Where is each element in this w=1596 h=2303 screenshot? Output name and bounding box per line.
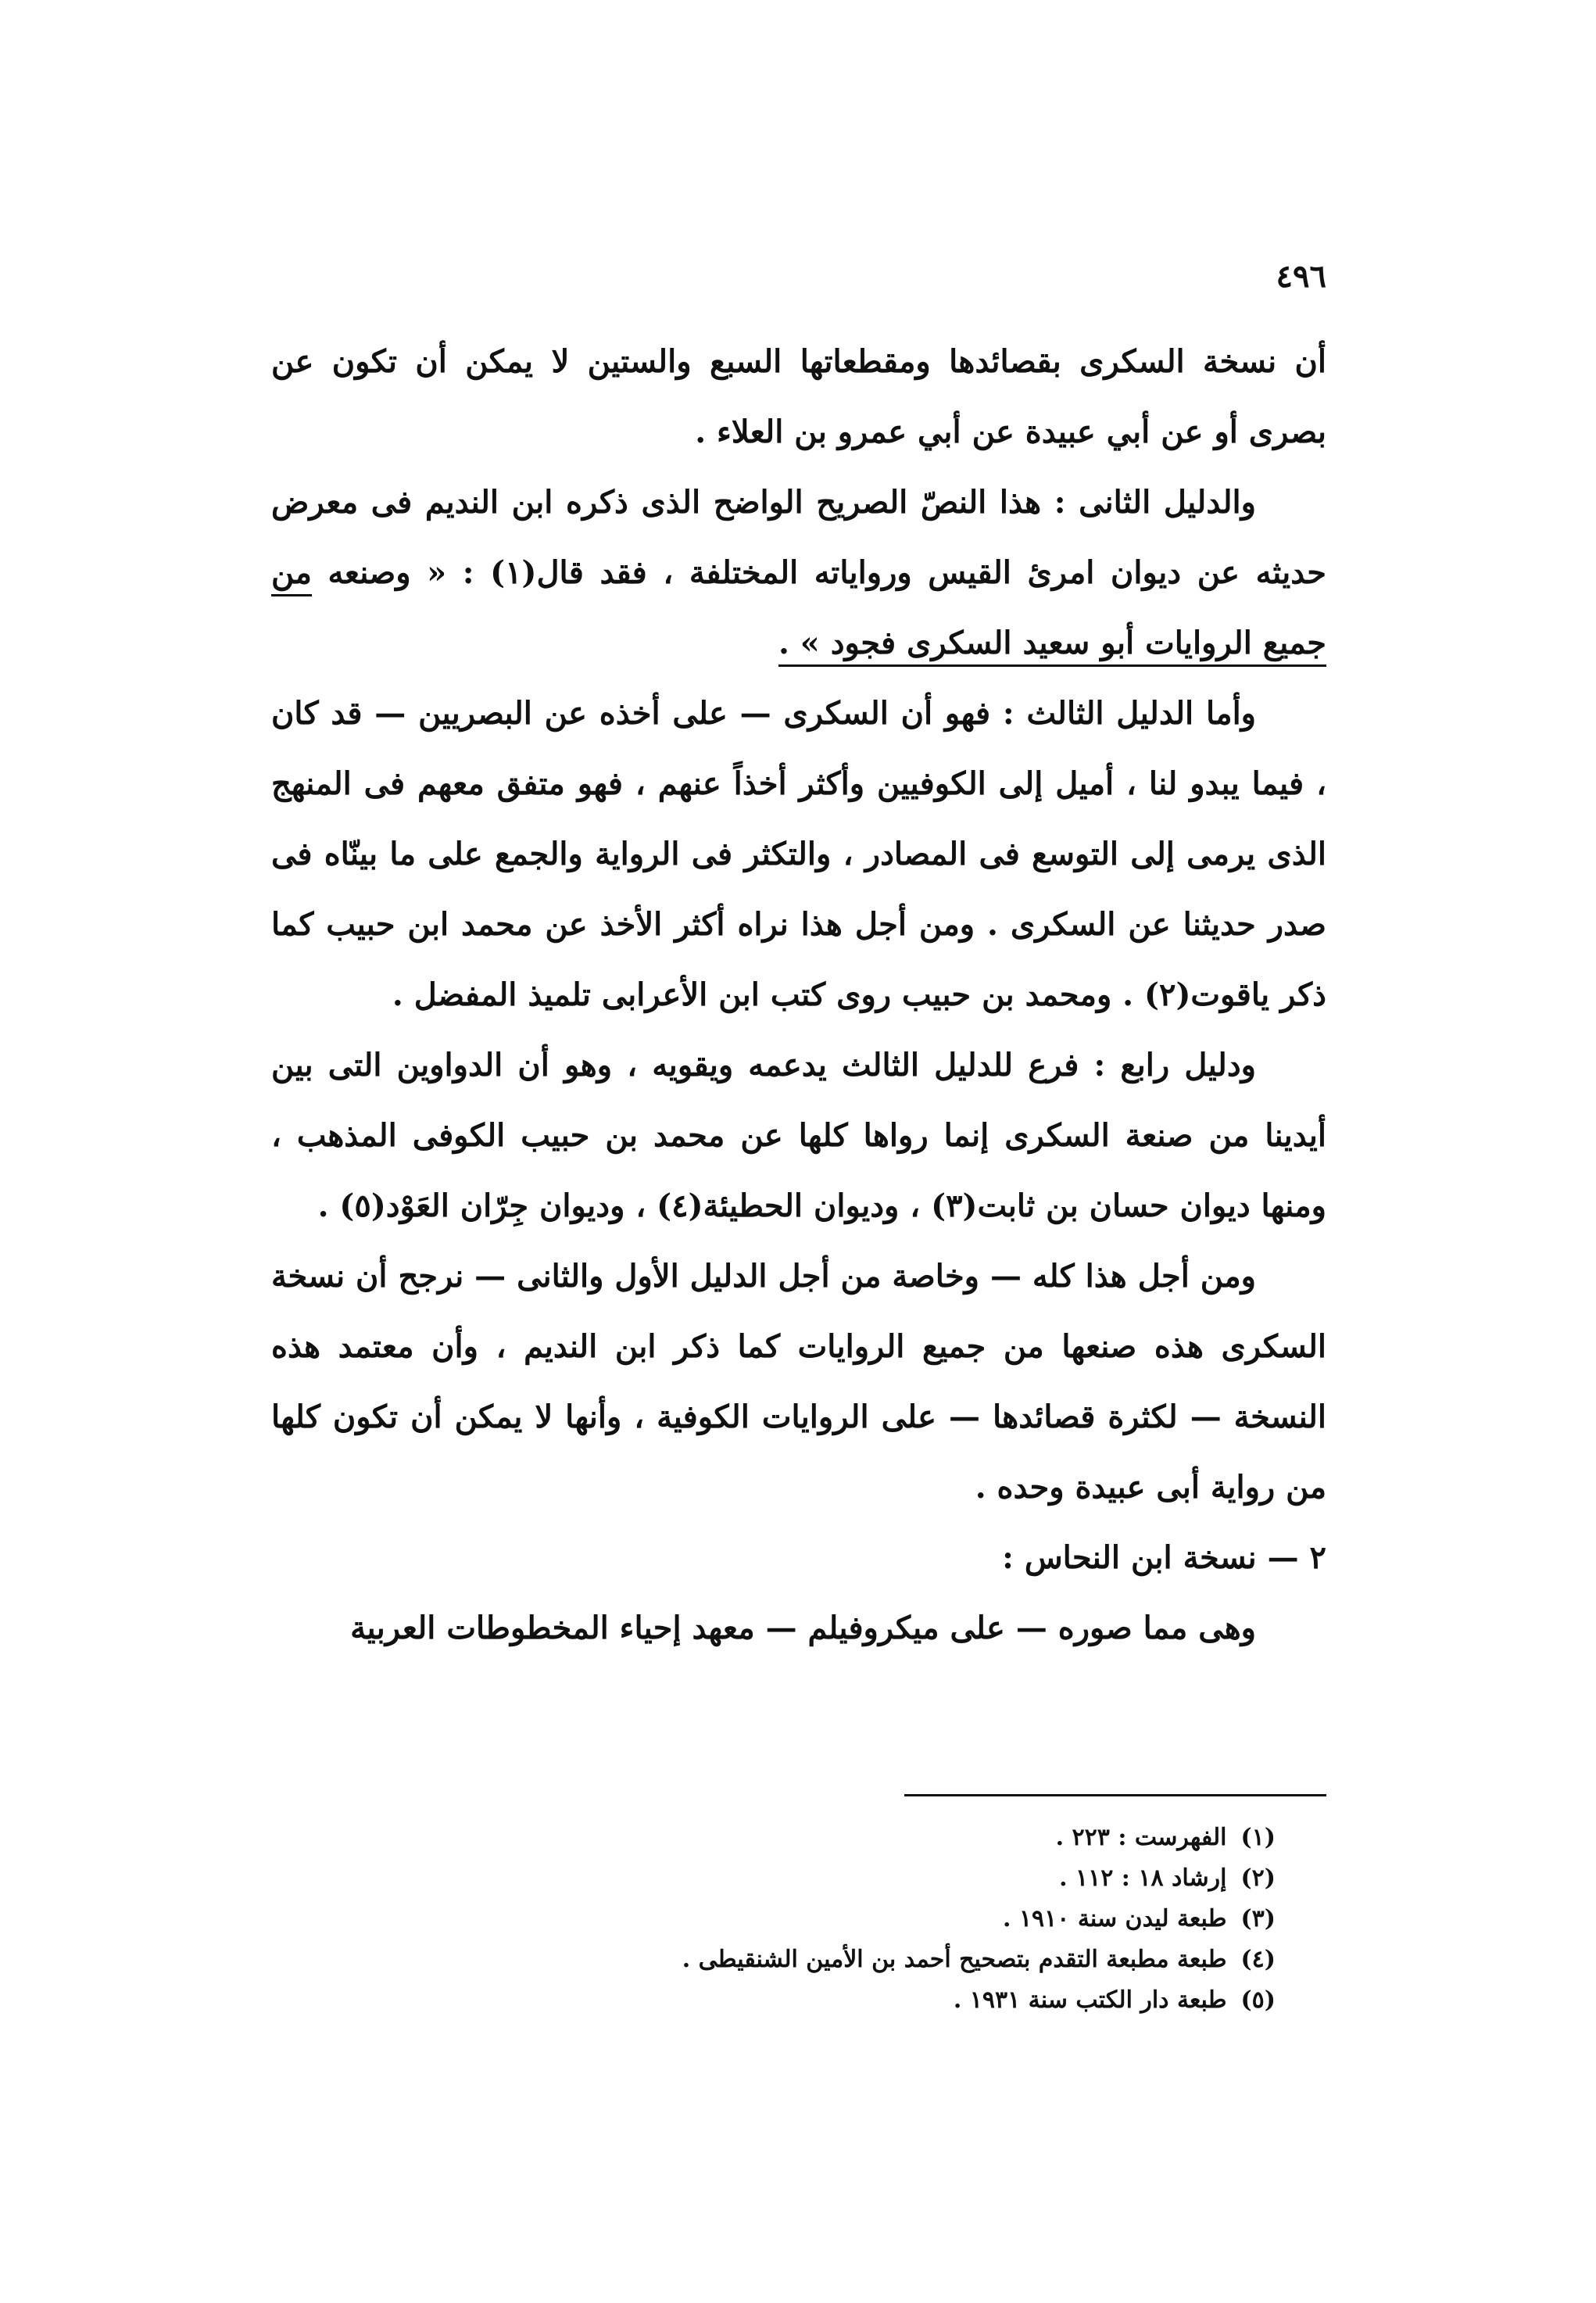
footnote-number: (١) — [1240, 1824, 1276, 1851]
paragraph-2-underlined: من جميع الروايات أبو سعيد السكرى فجود » . — [271, 554, 1326, 667]
body-text — [271, 327, 1326, 1664]
footnote-text: الفهرست : ٢٢٣ . — [1055, 1824, 1227, 1851]
footnote-2 — [494, 1858, 1276, 1899]
section-heading: ٢ — نسخة ابن النحاس : — [1002, 1539, 1326, 1576]
footnote-number: (٤) — [1240, 1946, 1276, 1973]
footnote-number: (٣) — [1240, 1905, 1276, 1932]
paragraph-3: وأما الدليل الثالث : فهو أن السكرى — على أخذه عن البصريين — قد كان ، فيما يبدو لنا ، أميل إلى الكوفيين وأكثر أخذاً عنهم ، فهو متفق معهم فى المنهج الذى يرمى إلى التوسع فى المصادر ، والتكثر فى الرواية والجمع على ما بينّاه فى صدر حديثنا عن السكرى . ومن أجل هذا نراه أكثر الأخذ عن محمد ابن حبيب كما ذكر ياقوت(٢) . ومحمد بن حبيب روى كتب ابن الأعرابى تلميذ المفضل . — [271, 695, 1326, 1013]
paragraph-4: ودليل رابع : فرع للدليل الثالث يدعمه ويقويه ، وهو أن الدواوين التى بين أيدينا من صنعة السكرى إنما رواها كلها عن محمد بن حبيب الكوفى المذهب ، ومنها ديوان حسان بن ثابت(٣) ، وديوان الحطيئة(٤) ، وديوان جِرّان العَوْد(٥) . — [271, 1047, 1326, 1224]
paragraph-1: أن نسخة السكرى بقصائدها ومقطعاتها السبع والستين لا يمكن أن تكون عن بصرى أو عن أبي عبيدة عن أبي عمرو بن العلاء . — [271, 343, 1326, 450]
paragraph-6: وهى مما صوره — على ميكروفيلم — معهد إحياء المخطوطات العربية — [350, 1610, 1256, 1646]
footnotes-list — [494, 1818, 1276, 2021]
footnote-1 — [494, 1818, 1276, 1858]
paragraph-2 — [271, 467, 1326, 679]
footnote-5 — [494, 1980, 1276, 2021]
footnote-text: إرشاد ١٨ : ١١٢ . — [1059, 1864, 1227, 1892]
footnote-number: (٢) — [1240, 1864, 1276, 1892]
paragraph-5: ومن أجل هذا كله — وخاصة من أجل الدليل الأول والثانى — نرجح أن نسخة السكرى هذه صنعها من جميع الروايات كما ذكر ابن النديم ، وأن معتمد هذه النسخة — لكثرة قصائدها — على الروايات الكوفية ، وأنها لا يمكن أن تكون كلها من رواية أبى عبيدة وحده . — [271, 1258, 1326, 1506]
footnote-4 — [494, 1939, 1276, 1980]
footnote-divider — [904, 1794, 1326, 1796]
footnote-text: طبعة دار الكتب سنة ١٩٣١ . — [953, 1986, 1227, 2014]
footnote-number: (٥) — [1240, 1986, 1276, 2014]
footnote-text: طبعة مطبعة التقدم بتصحيح أحمد بن الأمين الشنقيطى . — [682, 1946, 1227, 1973]
footnote-text: طبعة ليدن سنة ١٩١٠ . — [1003, 1905, 1227, 1932]
paragraph-2-main: والدليل الثانى : هذا النصّ الصريح الواضح الذى ذكره ابن النديم فى معرض حديثه عن ديوان امرئ القيس ورواياته المختلفة ، فقد قال(١) : « وصنعه — [271, 484, 1326, 591]
page-number: ٤٩٦ — [1276, 258, 1326, 295]
footnote-3 — [494, 1899, 1276, 1939]
